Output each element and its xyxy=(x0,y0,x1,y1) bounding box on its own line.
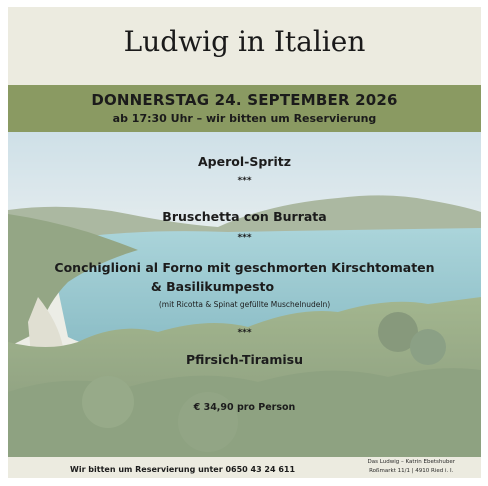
course-dessert: Pfirsich-Tiramisu xyxy=(185,352,304,367)
business-address: Roßmarkt 11/1 | 4910 Ried i. I. xyxy=(369,468,454,474)
menu-list xyxy=(8,132,481,457)
course-separator: *** xyxy=(237,328,252,338)
event-date: DONNERSTAG 24. SEPTEMBER 2026 xyxy=(91,91,398,109)
course-main-line2: & Basilikumpesto xyxy=(150,279,275,294)
business-contact xyxy=(368,458,455,476)
course-separator: *** xyxy=(237,233,252,243)
event-time-note: ab 17:30 Uhr – wir bitten um Reservierung xyxy=(112,112,377,125)
business-name: Das Ludwig – Katrin Ebetshuber xyxy=(367,459,455,465)
course-aperitif: Aperol-Spritz xyxy=(198,154,291,169)
reservation-phone: Wir bitten um Reservierung unter 0650 43 24 611 xyxy=(70,465,296,474)
course-starter: Bruschetta con Burrata xyxy=(162,209,327,224)
price-per-person: € 34,90 pro Person xyxy=(193,402,296,413)
course-main-line1: Conchiglioni al Forno mit geschmorten Kirschtomaten xyxy=(54,260,435,275)
course-main-note: (mit Ricotta & Spinat gefüllte Muschelnudeln) xyxy=(158,300,331,309)
coastal-background-image xyxy=(8,132,481,457)
date-band xyxy=(8,85,481,132)
menu-card xyxy=(8,7,481,478)
page-title: Ludwig in Italien xyxy=(123,25,366,58)
course-separator: *** xyxy=(237,176,252,186)
